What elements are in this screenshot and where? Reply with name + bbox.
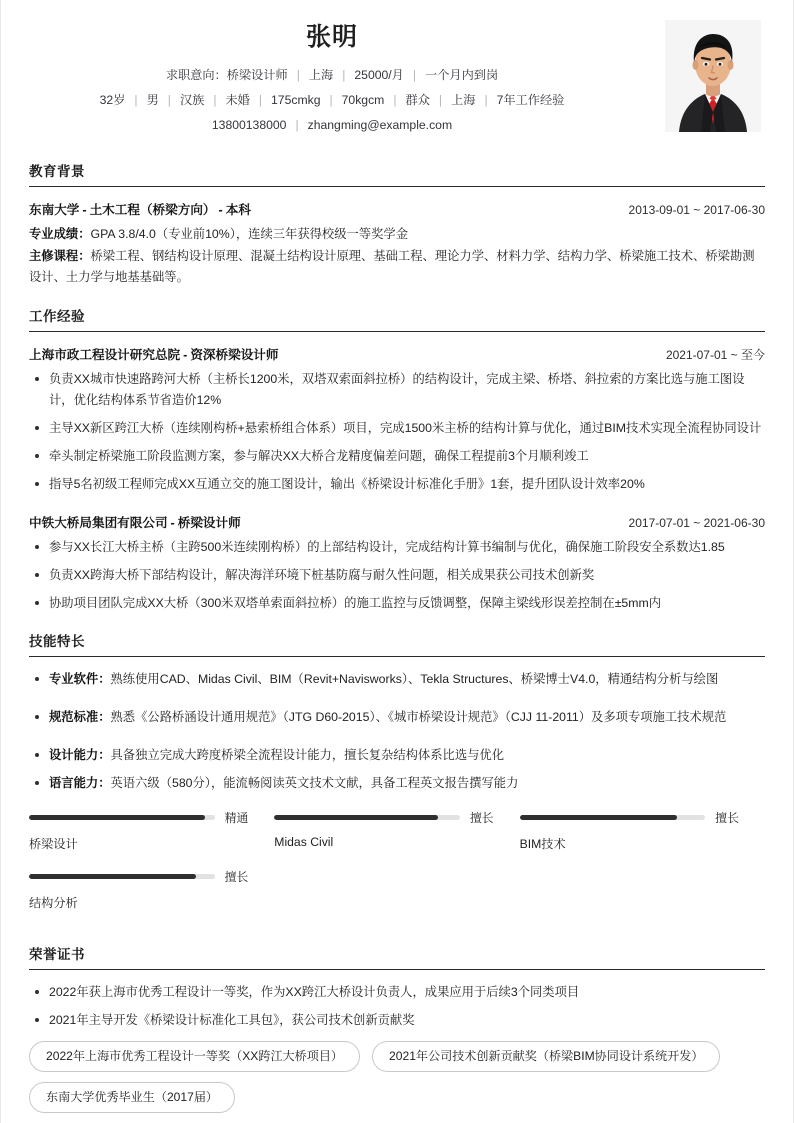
experience-entry xyxy=(29,344,765,496)
section-divider xyxy=(29,331,765,332)
pipe-separator: | xyxy=(342,68,346,83)
contact-item: zhangming@example.com xyxy=(307,117,453,132)
education-degree: 本科 xyxy=(225,203,251,218)
skill-bar-row xyxy=(29,868,248,885)
skill-value: 具备独立完成大跨度桥梁全流程设计能力，擅长复杂结构体系比选与优化 xyxy=(110,748,505,763)
dash-separator: - xyxy=(183,347,188,362)
list-item: 协助项目团队完成XX大桥（300米双塔单索面斜拉桥）的施工监控与反馈调整，保障主梁线形误差控制在±5mm内 xyxy=(29,593,765,614)
list-item: 负责XX跨海大桥下部结构设计，解决海洋环境下桩基防腐与耐久性问题，相关成果获公司技术创新奖 xyxy=(29,565,765,586)
section-title-experience: 工作经验 xyxy=(29,308,85,324)
experience-entry-head xyxy=(29,512,765,531)
experience-entry-head xyxy=(29,344,765,363)
experience-date: 2021-07-01 ~ 至今 xyxy=(665,347,765,362)
honor-tag: 2022年上海市优秀工程设计一等奖（XX跨江大桥项目） xyxy=(29,1041,360,1072)
skill-bar-level: 擅长 xyxy=(715,810,739,825)
honors-list xyxy=(29,982,765,1031)
skill-bar-fill xyxy=(29,874,196,879)
header-text-block xyxy=(29,22,765,134)
list-item: 指导5名初级工程师完成XX互通立交的施工图设计，输出《桥梁设计标准化手册》1套，提升团队设计效率20% xyxy=(29,474,765,495)
skill-bar-cell xyxy=(29,868,274,911)
list-item xyxy=(29,745,765,766)
skill-label: 设计能力： xyxy=(49,748,111,763)
personal-item: 上海 xyxy=(451,92,476,107)
list-item xyxy=(29,707,765,728)
list-item: 负责XX城市快速路跨河大桥（主桥长1200米，双塔双索面斜拉桥）的结构设计，完成主梁、桥塔、斜拉索的方案比选与施工图设计，优化结构体系节省造价12% xyxy=(29,369,765,411)
skill-bar-fill xyxy=(520,815,678,820)
personal-item: 男 xyxy=(146,92,159,107)
skill-bar-row xyxy=(520,809,739,826)
skill-bar-cell xyxy=(520,809,765,852)
personal-item: 32岁 xyxy=(99,92,126,107)
list-item: 2022年获上海市优秀工程设计一等奖，作为XX跨江大桥设计负责人，成果应用于后续3个同类项目 xyxy=(29,982,765,1003)
experience-date: 2017-07-01 ~ 2021-06-30 xyxy=(628,515,765,530)
honors-tags xyxy=(29,1041,765,1123)
skill-value: 熟练使用CAD、Midas Civil、BIM（Revit+Navisworks）、Tekla Structures、桥梁博士V4.0，精通结构分析与绘图 xyxy=(110,671,719,686)
skill-bar-fill xyxy=(274,815,437,820)
skill-bar-name: BIM技术 xyxy=(519,836,566,851)
dash-separator: - xyxy=(170,515,175,530)
section-honors xyxy=(29,943,765,1123)
experience-title xyxy=(29,344,278,363)
avatar xyxy=(665,20,761,132)
pipe-separator: | xyxy=(412,68,417,83)
personal-item: 70kgcm xyxy=(341,92,385,107)
experience-company: 中铁大桥局集团有限公司 xyxy=(29,515,168,530)
education-courses-value: 桥梁工程、钢结构设计原理、混凝土结构设计原理、基础工程、理论力学、材料力学、结构力学、桥梁施工技术、桥梁勘测设计、土力学与地基基础等。 xyxy=(29,248,755,285)
dash-separator: - xyxy=(218,203,223,218)
skill-bar-name: Midas Civil xyxy=(274,834,334,849)
list-item xyxy=(29,669,765,690)
contact-item: 13800138000 xyxy=(211,117,287,132)
experience-bullets xyxy=(29,537,765,614)
personal-info-line xyxy=(29,92,635,110)
personal-item: 7年工作经验 xyxy=(496,92,565,107)
portrait-avatar-icon xyxy=(665,20,761,132)
experience-entry xyxy=(29,512,765,614)
experience-title xyxy=(29,512,241,531)
skill-value: 英语六级（580分），能流畅阅读英文技术文献，具备工程英文报告撰写能力 xyxy=(110,776,519,791)
skill-bar-level: 擅长 xyxy=(469,810,494,825)
skill-bar-track xyxy=(29,815,215,820)
objective-item: 上海 xyxy=(308,68,334,83)
skill-bar-cell xyxy=(29,809,274,852)
education-school: 东南大学 xyxy=(29,203,80,218)
personal-item: 175cmkg xyxy=(271,92,321,107)
objective-item: 求职意向：桥梁设计师 xyxy=(165,68,288,83)
education-major: 土木工程（桥梁方向） xyxy=(89,203,216,218)
skill-bar-level: 精通 xyxy=(224,810,249,825)
pipe-separator: | xyxy=(438,92,443,107)
page-title: 张明 xyxy=(305,23,358,51)
pipe-separator: | xyxy=(484,92,488,107)
list-item: 牵头制定桥梁施工阶段监测方案，参与解决XX大桥合龙精度偏差问题，确保工程提前3个月顺利竣工 xyxy=(29,446,765,467)
section-title-skills: 技能特长 xyxy=(29,633,85,649)
education-gpa-value: GPA 3.8/4.0（专业前10%），连续三年获得校级一等奖学金 xyxy=(90,227,409,242)
list-item: 主导XX新区跨江大桥（连续刚构桥+悬索桥组合体系）项目，完成1500米主桥的结构计算与优化，通过BIM技术实现全流程协同设计 xyxy=(29,418,765,439)
experience-role: 资深桥梁设计师 xyxy=(190,347,279,362)
education-courses-label: 主修课程： xyxy=(29,248,91,263)
section-divider xyxy=(29,186,765,187)
skill-bar-track xyxy=(29,874,215,879)
skill-label: 规范标准： xyxy=(49,710,111,725)
skill-bar-track xyxy=(520,815,706,820)
experience-list xyxy=(29,344,765,614)
personal-item: 汉族 xyxy=(179,92,205,107)
honor-tag: 2021年公司技术创新贡献奖（桥梁BIM协同设计系统开发） xyxy=(372,1041,720,1072)
pipe-separator: | xyxy=(167,92,171,107)
dash-separator: - xyxy=(82,203,87,218)
contact-line xyxy=(29,117,635,135)
skill-bar-level: 擅长 xyxy=(224,869,249,884)
pipe-separator: | xyxy=(258,92,263,107)
objective-item: 一个月内到岗 xyxy=(425,68,499,83)
skill-value: 熟悉《公路桥涵设计通用规范》（JTG D60-2015）、《城市桥梁设计规范》（CJJ 11-2011）及多项专项施工技术规范 xyxy=(110,710,727,725)
pipe-separator: | xyxy=(296,68,300,83)
resume-header xyxy=(29,0,765,144)
education-gpa xyxy=(29,224,765,246)
pipe-separator: | xyxy=(329,92,333,107)
experience-role: 桥梁设计师 xyxy=(177,515,241,530)
education-entry-head xyxy=(29,199,765,218)
personal-item: 群众 xyxy=(405,92,430,107)
skill-bar-name: 桥梁设计 xyxy=(29,836,78,851)
section-experience xyxy=(29,305,765,614)
skill-label: 专业软件： xyxy=(49,671,111,686)
skill-bar-row xyxy=(29,809,248,826)
section-title-honors: 荣誉证书 xyxy=(29,946,85,962)
pipe-separator: | xyxy=(295,117,299,132)
list-item: 2021年主导开发《桥梁设计标准化工具包》，获公司技术创新贡献奖 xyxy=(29,1010,765,1031)
honor-tag: 东南大学优秀毕业生（2017届） xyxy=(29,1082,235,1113)
pipe-separator: | xyxy=(393,92,397,107)
experience-bullets xyxy=(29,369,765,496)
education-gpa-label: 专业成绩： xyxy=(29,227,91,242)
education-title xyxy=(29,199,251,218)
pipe-separator: | xyxy=(134,92,138,107)
education-entry xyxy=(29,199,765,289)
section-divider xyxy=(29,969,765,970)
education-courses xyxy=(29,246,765,289)
skill-bars xyxy=(29,809,765,927)
objective-item: 25000/月 xyxy=(354,68,404,83)
skill-bar-row xyxy=(274,809,493,826)
skill-bar-fill xyxy=(29,815,205,820)
section-divider xyxy=(29,656,765,657)
education-date: 2013-09-01 ~ 2017-06-30 xyxy=(628,203,765,218)
section-title-education: 教育背景 xyxy=(29,164,85,180)
skill-bar-cell xyxy=(274,809,519,852)
list-item xyxy=(29,773,765,794)
section-skills xyxy=(29,630,765,927)
experience-company: 上海市政工程设计研究总院 xyxy=(29,347,181,362)
section-education xyxy=(29,160,765,289)
personal-item: 未婚 xyxy=(225,92,250,107)
list-item: 参与XX长江大桥主桥（主跨500米连续刚构桥）的上部结构设计，完成结构计算书编制与优化，确保施工阶段安全系数达1.85 xyxy=(29,537,765,558)
pipe-separator: | xyxy=(213,92,217,107)
skill-bar-track xyxy=(274,815,460,820)
skill-label: 语言能力： xyxy=(49,776,111,791)
skills-list xyxy=(29,669,765,795)
objective-line xyxy=(29,67,635,85)
skill-bar-name: 结构分析 xyxy=(29,895,78,910)
